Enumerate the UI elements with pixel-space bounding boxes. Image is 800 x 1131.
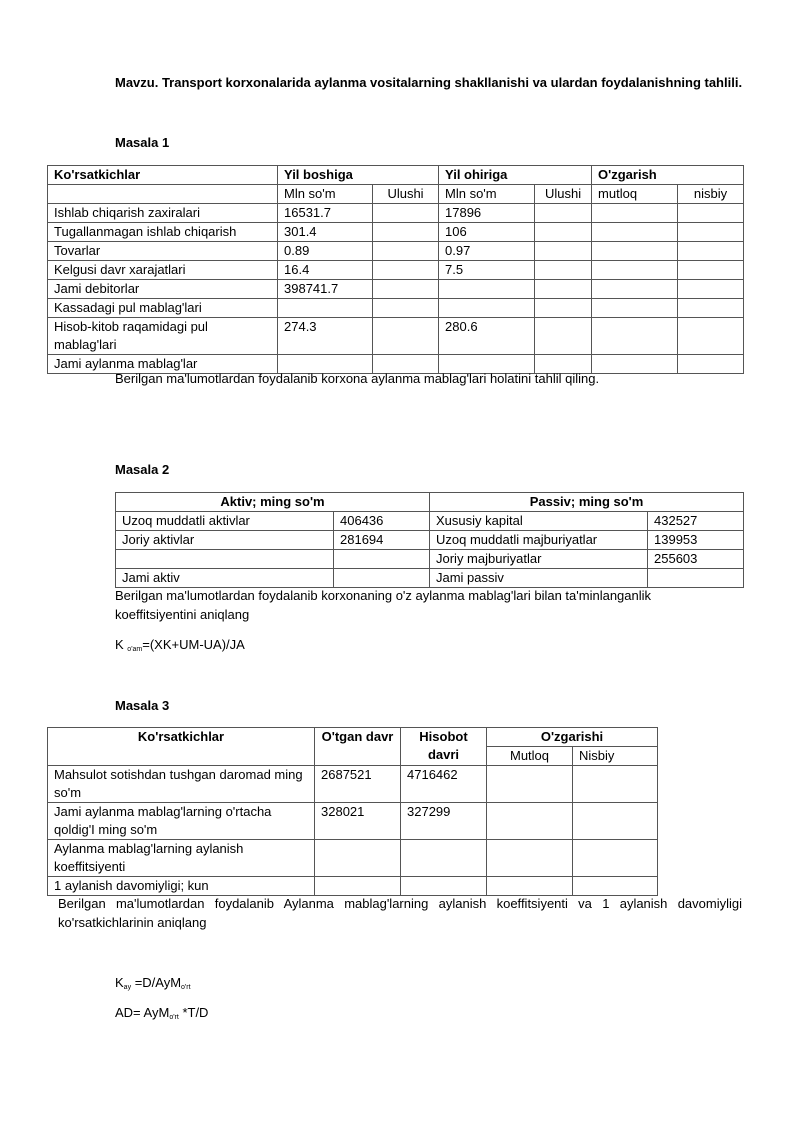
m2-active-value: 406436 [334,512,430,531]
m1-header-mln-end: Mln so'm [439,185,535,204]
m2-passive-label: Xususiy kapital [430,512,648,531]
table-row [48,261,744,280]
m3-header-change: O'zgarishi [487,728,658,747]
m2-passive-value: 432527 [648,512,744,531]
masala3-note: Berilgan ma'lumotlardan foydalanib Aylanma mablag'larning aylanish koeffitsiyenti va 1 aylanish davomiyligi ko'rsatkichlarinin aniqlang [58,896,742,930]
m2-active-label: Jami aktiv [116,569,334,588]
m2-active-label [116,550,334,569]
m3-row-label: 1 aylanish davomiyligi; kun [48,877,315,896]
masala2-heading: Masala 2 [115,462,170,477]
masala1-note: Berilgan ma'lumotlardan foydalanib korxona aylanma mablag'lari holatini tahlil qiling. [115,371,600,386]
masala3-heading: Masala 3 [115,698,170,713]
table-row [48,242,744,261]
masala2-note: Berilgan ma'lumotlardan foydalanib korxonaning o'z aylanma mablag'lari bilan ta'minlanganlik koeffitsiyentini aniqlang [115,588,652,622]
m2-header-active: Aktiv; ming so'm [116,493,430,512]
table-row [116,550,744,569]
page-title: Mavzu. Transport korxonalarida aylanma vositalarning shakllanishi va ulardan foydalanishning tahlili. [115,75,743,90]
m2-active-value [334,550,430,569]
masala1-table [47,165,744,374]
m1-header-change: O'zgarish [592,166,744,185]
masala2-table [115,492,744,588]
m1-row-end: 17896 [439,204,535,223]
m2-header-passive: Passiv; ming so'm [430,493,744,512]
m1-row-label: Kelgusi davr xarajatlari [48,261,278,280]
m3-row-previous [315,877,401,896]
m1-row-label: Tugallanmagan ishlab chiqarish [48,223,278,242]
m3-row-previous [315,840,401,877]
masala3-table [47,727,658,896]
table-row [116,569,744,588]
masala3-formula-coefficient: $K_{ay} =D/AyM_{o'rt}$ [115,975,191,991]
m3-header-absolute: Mutloq [487,747,573,766]
m3-header-indicators: Ko'rsatkichlar [48,728,315,766]
m1-row-end: 280.6 [439,318,535,355]
table-row [48,223,744,242]
m1-header-relative: nisbiy [678,185,744,204]
table-row [116,512,744,531]
m1-row-start: 16.4 [278,261,373,280]
m1-row-end [439,299,535,318]
m3-header-report: Hisobot davri [401,728,487,766]
m1-row-label: Ishlab chiqarish zaxiralari [48,204,278,223]
m2-active-value [334,569,430,588]
m2-passive-value: 255603 [648,550,744,569]
m1-row-start: 0.89 [278,242,373,261]
m1-row-start: 398741.7 [278,280,373,299]
m1-row-label: Tovarlar [48,242,278,261]
m2-passive-value [648,569,744,588]
m1-header-mln-start: Mln so'm [278,185,373,204]
m1-row-end: 7.5 [439,261,535,280]
m3-header-relative: Nisbiy [573,747,658,766]
m1-row-end: 0.97 [439,242,535,261]
m1-row-end: 106 [439,223,535,242]
table-row [116,531,744,550]
m1-header-share-end: Ulushi [535,185,592,204]
m3-row-report [401,840,487,877]
m3-row-label: Jami aylanma mablag'larning o'rtacha qoldig'I ming so'm [48,803,315,840]
m2-passive-label: Jami passiv [430,569,648,588]
m3-row-previous: 328021 [315,803,401,840]
m1-header-end: Yil ohiriga [439,166,592,185]
masala1-heading: Masala 1 [115,135,170,150]
m1-header-start: Yil boshiga [278,166,439,185]
table-row [48,766,658,803]
m2-active-value: 281694 [334,531,430,550]
m2-active-label: Joriy aktivlar [116,531,334,550]
m3-row-report: 4716462 [401,766,487,803]
m3-row-label: Mahsulot sotishdan tushgan daromad ming so'm [48,766,315,803]
m3-row-label: Aylanma mablag'larning aylanish koeffitsiyenti [48,840,315,877]
m1-row-label: Jami aylanma mablag'lar [48,355,278,374]
m3-row-previous: 2687521 [315,766,401,803]
m1-row-start: 16531.7 [278,204,373,223]
masala2-formula: K $_{o'am}$=(XK+UM-UA)/JA [115,637,245,653]
m1-header-absolute: mutloq [592,185,678,204]
m1-row-label: Jami debitorlar [48,280,278,299]
m2-passive-label: Uzoq muddatli majburiyatlar [430,531,648,550]
m1-row-label: Hisob-kitob raqamidagi pul mablag'lari [48,318,278,355]
masala3-formula-duration: AD= AyM$_{o'rt}$ *T/D [115,1005,209,1021]
m1-row-start: 274.3 [278,318,373,355]
m3-header-previous: O'tgan davr [315,728,401,766]
m3-row-report [401,877,487,896]
m1-row-label: Kassadagi pul mablag'lari [48,299,278,318]
m1-row-end [439,280,535,299]
m1-row-start [278,299,373,318]
table-row [48,280,744,299]
table-row [48,299,744,318]
m2-passive-label: Joriy majburiyatlar [430,550,648,569]
table-row [48,803,658,840]
m1-row-start: 301.4 [278,223,373,242]
table-row [48,318,744,355]
m3-row-report: 327299 [401,803,487,840]
m1-header-share-start: Ulushi [373,185,439,204]
m1-header-indicators: Ko'rsatkichlar [48,166,278,185]
m1-header-blank [48,185,278,204]
table-row [48,840,658,877]
table-row [48,204,744,223]
table-row [48,877,658,896]
m2-passive-value: 139953 [648,531,744,550]
m2-active-label: Uzoq muddatli aktivlar [116,512,334,531]
